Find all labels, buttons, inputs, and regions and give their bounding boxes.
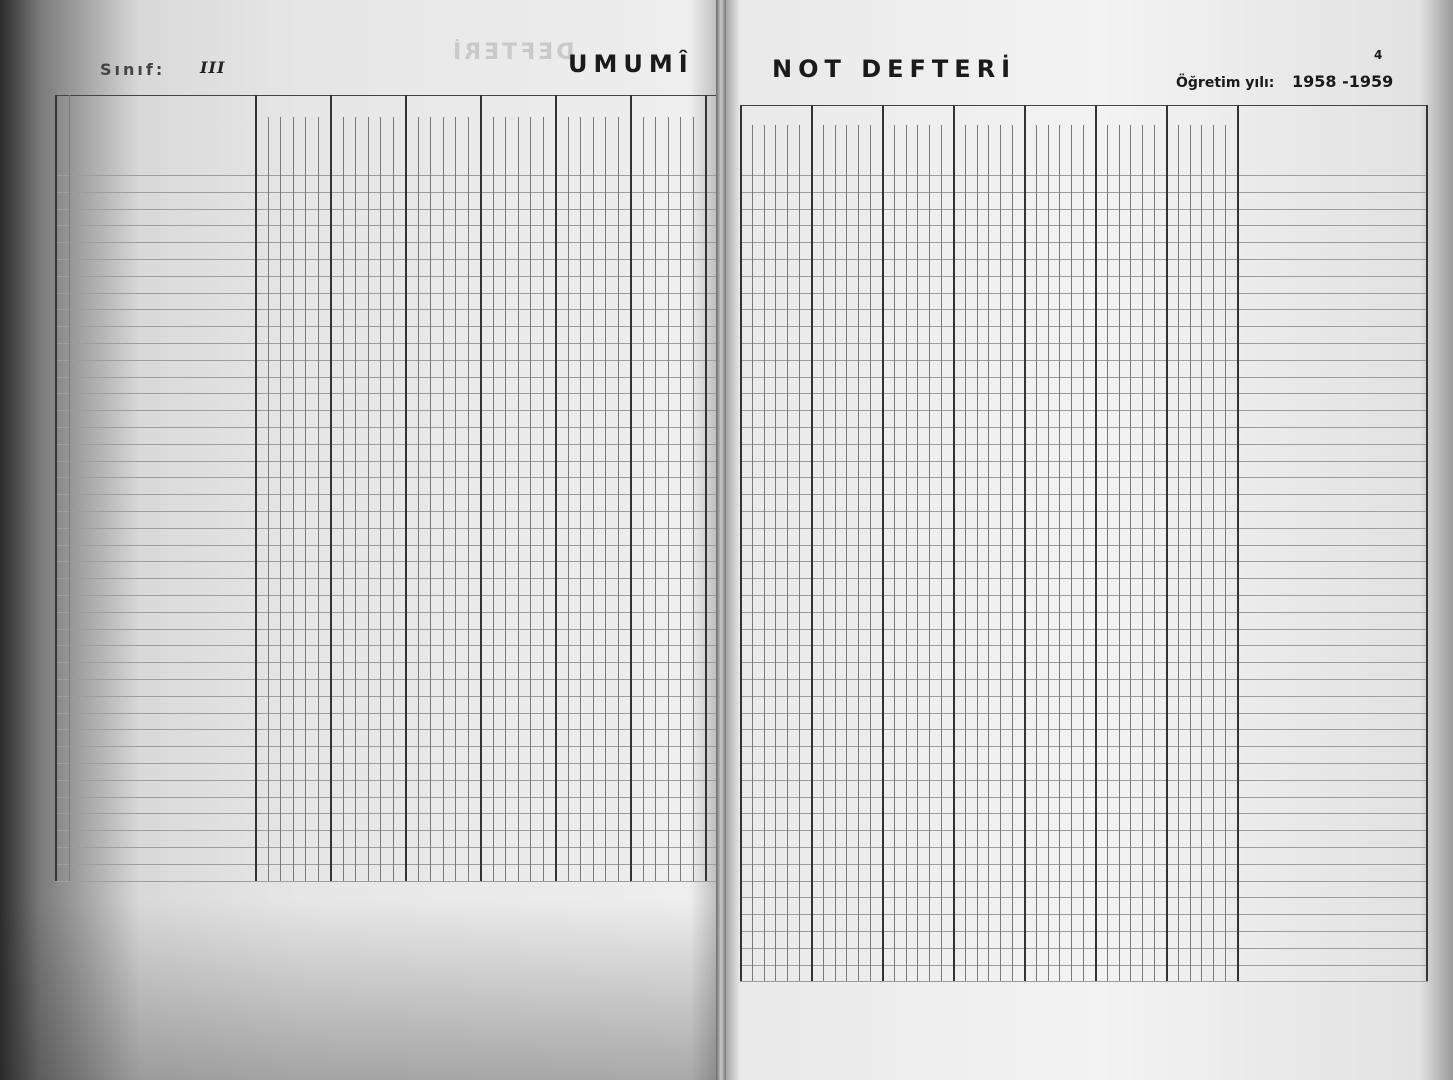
col-rule xyxy=(555,95,557,881)
row-rule xyxy=(55,293,720,294)
row-rule xyxy=(740,444,1428,445)
row-rule xyxy=(55,461,720,462)
row-rule xyxy=(55,309,720,310)
row-rule xyxy=(740,461,1428,462)
col-rule xyxy=(1012,125,1013,981)
col-rule xyxy=(764,125,765,981)
col-rule xyxy=(882,105,884,981)
col-rule xyxy=(280,117,281,881)
col-rule xyxy=(1130,125,1131,981)
row-rule xyxy=(55,729,720,730)
col-rule xyxy=(705,95,707,881)
row-rule xyxy=(55,612,720,613)
row-rule xyxy=(740,797,1428,798)
col-rule xyxy=(823,125,824,981)
col-rule xyxy=(988,125,989,981)
col-rule xyxy=(929,125,930,981)
row-rule xyxy=(55,393,720,394)
col-rule xyxy=(1154,125,1155,981)
col-rule xyxy=(787,125,788,981)
col-rule xyxy=(870,125,871,981)
col-rule xyxy=(330,95,332,881)
col-rule xyxy=(1095,105,1097,981)
col-rule xyxy=(343,117,344,881)
col-rule xyxy=(894,125,895,981)
col-rule xyxy=(693,117,694,881)
col-rule xyxy=(643,117,644,881)
col-rule xyxy=(1059,125,1060,981)
row-rule xyxy=(740,545,1428,546)
col-rule xyxy=(318,117,319,881)
row-rule xyxy=(55,813,720,814)
col-rule xyxy=(906,125,907,981)
row-rule xyxy=(55,377,720,378)
col-rule xyxy=(655,117,656,881)
col-rule xyxy=(393,117,394,881)
col-rule xyxy=(543,117,544,881)
row-rule xyxy=(740,729,1428,730)
row-rule xyxy=(55,242,720,243)
row-rule xyxy=(740,326,1428,327)
row-rule xyxy=(740,629,1428,630)
col-rule xyxy=(941,125,942,981)
row-rule xyxy=(55,528,720,529)
col-rule xyxy=(846,125,847,981)
col-rule xyxy=(1237,105,1239,981)
col-rule xyxy=(1107,125,1108,981)
row-rule xyxy=(740,981,1428,982)
row-rule xyxy=(55,343,720,344)
row-rule xyxy=(740,259,1428,260)
col-rule xyxy=(917,125,918,981)
row-rule xyxy=(740,679,1428,680)
col-rule xyxy=(1213,125,1214,981)
col-rule xyxy=(505,117,506,881)
row-rule xyxy=(55,881,720,882)
row-rule xyxy=(740,662,1428,663)
row-rule xyxy=(740,696,1428,697)
row-rule xyxy=(740,595,1428,596)
row-rule xyxy=(55,780,720,781)
col-rule xyxy=(1024,105,1026,981)
row-rule xyxy=(740,209,1428,210)
row-rule xyxy=(740,864,1428,865)
row-rule xyxy=(740,477,1428,478)
col-rule xyxy=(775,125,776,981)
col-rule xyxy=(405,95,407,881)
col-rule xyxy=(811,105,813,981)
row-rule xyxy=(740,377,1428,378)
col-rule xyxy=(455,117,456,881)
col-rule xyxy=(799,125,800,981)
row-rule xyxy=(55,511,720,512)
col-rule xyxy=(605,117,606,881)
row-rule xyxy=(740,881,1428,882)
row-rule xyxy=(740,175,1428,176)
row-rule xyxy=(740,914,1428,915)
row-rule xyxy=(740,746,1428,747)
col-rule xyxy=(680,117,681,881)
row-rule xyxy=(55,763,720,764)
col-rule xyxy=(255,95,257,881)
row-rule xyxy=(55,696,720,697)
row-rule xyxy=(55,276,720,277)
col-rule xyxy=(580,117,581,881)
row-rule xyxy=(740,192,1428,193)
row-rule xyxy=(740,830,1428,831)
row-rule xyxy=(55,494,720,495)
row-rule xyxy=(740,276,1428,277)
row-rule xyxy=(740,410,1428,411)
year-value: 1958 -1959 xyxy=(1292,72,1394,91)
col-rule xyxy=(965,125,966,981)
page-number: 4 xyxy=(1374,48,1383,62)
row-rule xyxy=(55,192,720,193)
row-rule xyxy=(55,645,720,646)
col-rule xyxy=(530,117,531,881)
title-right: NOT DEFTERİ xyxy=(772,55,1017,83)
col-rule xyxy=(380,117,381,881)
row-rule xyxy=(740,293,1428,294)
row-rule xyxy=(55,662,720,663)
row-rule xyxy=(55,175,720,176)
row-rule xyxy=(740,713,1428,714)
col-rule xyxy=(443,117,444,881)
col-rule xyxy=(977,125,978,981)
row-rule xyxy=(55,847,720,848)
row-rule xyxy=(740,948,1428,949)
row-rule xyxy=(740,225,1428,226)
row-rule xyxy=(55,561,720,562)
col-rule xyxy=(268,117,269,881)
col-rule xyxy=(630,95,632,881)
row-rule xyxy=(740,931,1428,932)
row-rule xyxy=(740,897,1428,898)
right-page xyxy=(724,0,1453,1080)
right-grade-table xyxy=(740,105,1428,1035)
row-rule xyxy=(55,477,720,478)
title-left: UMUMÎ xyxy=(568,50,694,78)
col-rule xyxy=(1178,125,1179,981)
row-rule xyxy=(740,612,1428,613)
col-rule xyxy=(1142,125,1143,981)
row-rule xyxy=(55,225,720,226)
row-rule xyxy=(740,494,1428,495)
col-rule xyxy=(1083,125,1084,981)
row-rule xyxy=(55,679,720,680)
row-rule xyxy=(55,326,720,327)
row-rule xyxy=(55,444,720,445)
row-rule xyxy=(740,393,1428,394)
col-rule xyxy=(1000,125,1001,981)
col-rule xyxy=(1048,125,1049,981)
row-rule xyxy=(740,343,1428,344)
row-rule xyxy=(740,645,1428,646)
col-rule xyxy=(752,125,753,981)
row-rule xyxy=(55,746,720,747)
col-rule xyxy=(305,117,306,881)
row-rule xyxy=(740,965,1428,966)
col-rule xyxy=(1190,125,1191,981)
row-rule xyxy=(740,780,1428,781)
col-rule xyxy=(835,125,836,981)
col-rule xyxy=(668,117,669,881)
row-rule xyxy=(740,360,1428,361)
col-rule xyxy=(593,117,594,881)
row-rule xyxy=(55,595,720,596)
col-rule xyxy=(493,117,494,881)
class-label: Sınıf: xyxy=(100,60,166,79)
row-rule xyxy=(55,629,720,630)
col-rule xyxy=(1201,125,1202,981)
col-rule xyxy=(418,117,419,881)
row-rule xyxy=(740,511,1428,512)
row-rule xyxy=(740,242,1428,243)
col-rule xyxy=(858,125,859,981)
row-rule xyxy=(740,561,1428,562)
row-rule xyxy=(740,578,1428,579)
row-rule xyxy=(740,427,1428,428)
col-rule xyxy=(468,117,469,881)
row-rule xyxy=(55,545,720,546)
col-rule xyxy=(480,95,482,881)
col-rule xyxy=(293,117,294,881)
col-rule xyxy=(740,105,742,981)
col-rule xyxy=(618,117,619,881)
row-rule xyxy=(740,763,1428,764)
row-rule xyxy=(55,830,720,831)
left-page xyxy=(0,0,720,1080)
col-rule xyxy=(55,95,57,881)
col-rule xyxy=(953,105,955,981)
row-rule xyxy=(55,209,720,210)
col-rule xyxy=(1225,125,1226,981)
col-rule xyxy=(430,117,431,881)
top-rule xyxy=(55,95,720,96)
left-grade-table xyxy=(55,95,720,915)
row-rule xyxy=(55,797,720,798)
row-rule xyxy=(55,864,720,865)
col-rule xyxy=(1426,105,1428,981)
row-rule xyxy=(55,360,720,361)
year-label: Öğretim yılı: xyxy=(1176,75,1275,91)
col-rule xyxy=(568,117,569,881)
top-rule xyxy=(740,105,1428,106)
col-rule xyxy=(1071,125,1072,981)
col-rule xyxy=(69,95,70,881)
row-rule xyxy=(740,813,1428,814)
row-rule xyxy=(55,410,720,411)
col-rule xyxy=(1166,105,1168,981)
row-rule xyxy=(740,309,1428,310)
row-rule xyxy=(740,847,1428,848)
row-rule xyxy=(55,427,720,428)
row-rule xyxy=(55,713,720,714)
row-rule xyxy=(55,259,720,260)
col-rule xyxy=(1036,125,1037,981)
row-rule xyxy=(740,528,1428,529)
bleed-through-text: DEFTERİ xyxy=(450,40,575,65)
col-rule xyxy=(368,117,369,881)
class-value: III xyxy=(200,58,226,77)
row-rule xyxy=(55,578,720,579)
col-rule xyxy=(355,117,356,881)
col-rule xyxy=(1119,125,1120,981)
col-rule xyxy=(518,117,519,881)
